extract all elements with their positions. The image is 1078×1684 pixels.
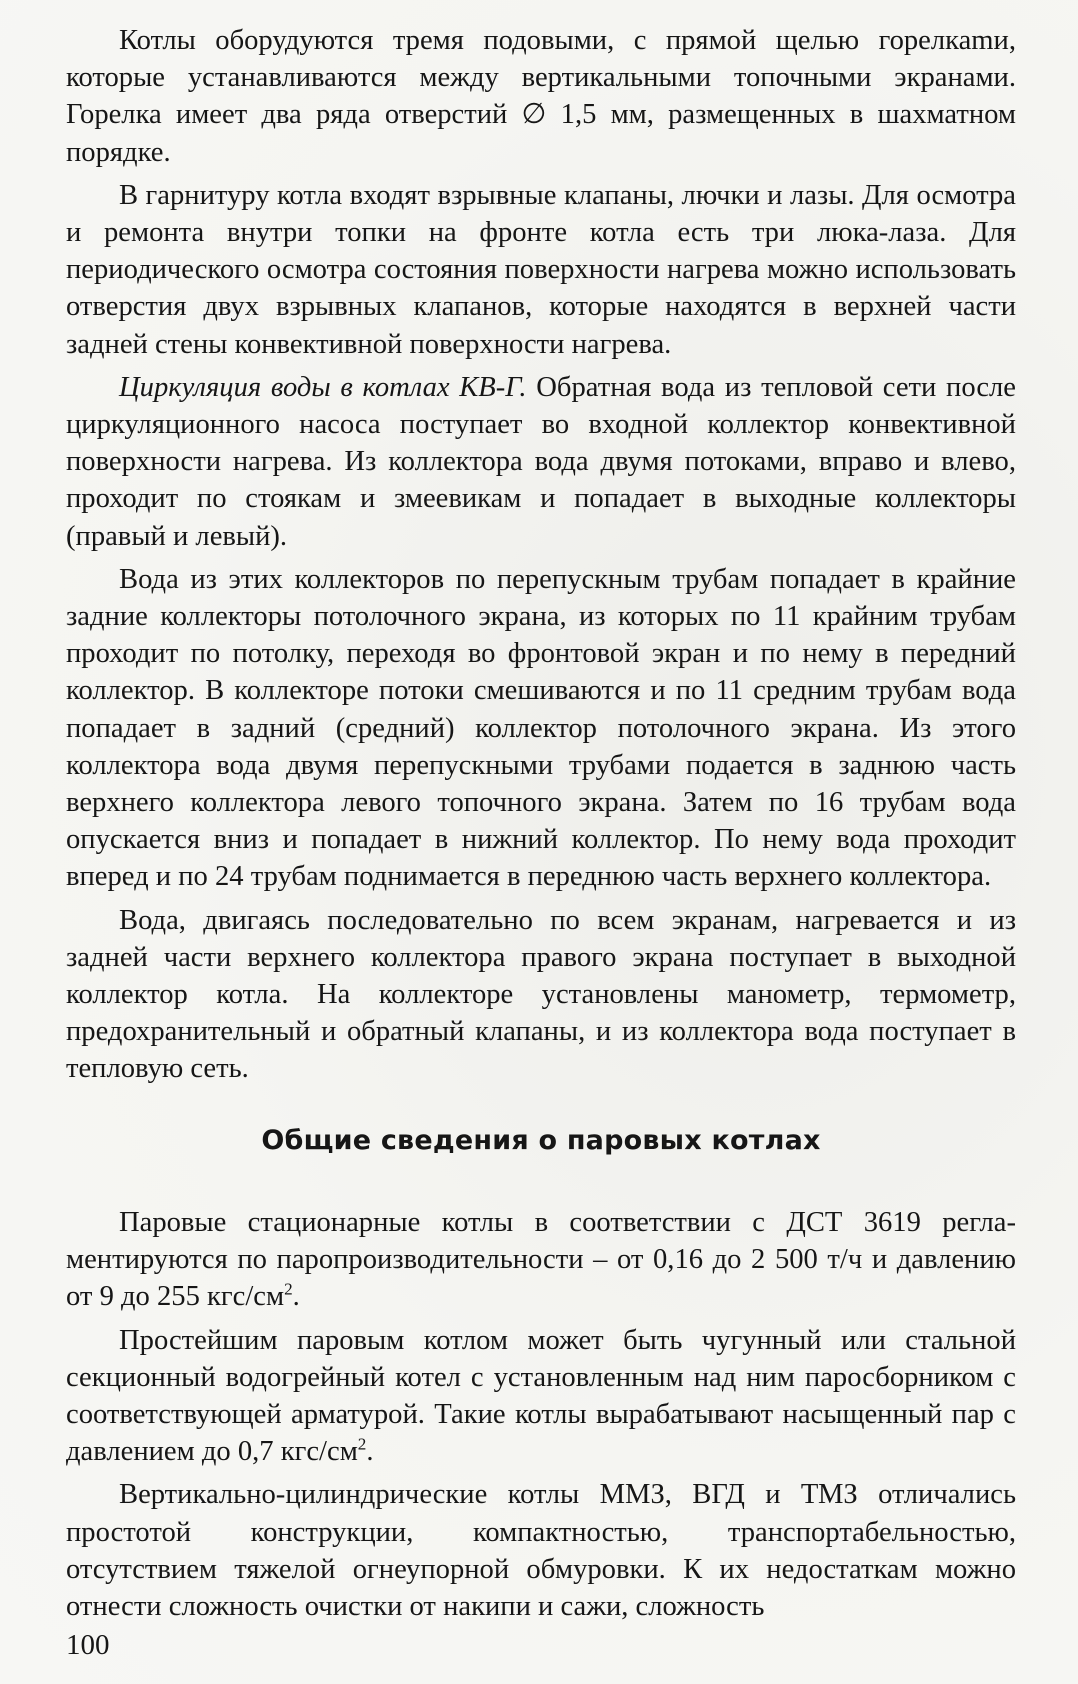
paragraph-simple-boiler [66,1322,1016,1471]
paragraph-text: Простейшим паровым котлом может быть чугунный или стальной секционный водогрейный котел с установленным над ним паросборником с соответствующей арматурой. Такие котлы вырабатывают насыщенный пар с давлением до 0,7 кгс/см [66,1324,1016,1468]
paragraph-text: В гарнитуру котла входят взрывные клапаны, лючки и лазы. Для осмотра и ремонта внутри топки на фронте котла есть три люка-лаза. Для периодического осмотра состояния поверхности нагрева можно использовать отверстия двух взрывных клапанов, которые находятся в верхней части задней стены конвективной поверхности нагрева. [66,179,1016,360]
paragraph-circulation [66,369,1016,555]
body-text-bottom [66,1204,1016,1625]
paragraph-tail: . [292,1281,300,1313]
paragraph-text: Обратная вода из тепловой сети после циркуляционного насоса поступает во входной коллектор конвективной поверхности нагрева. Из коллектора вода двумя потоками, вправо и влево, проходит по стоякам и змеевикам и попадает в выходные коллекторы (правый и левый). [66,371,1016,552]
paragraph-text: Вода из этих коллекторов по перепускным трубам попадает в крайние задние коллекторы потолочного экрана, из которых по 11 крайним трубам проходит по потолку, переходя во фронтовой экран и по нему в передний коллектор. В коллекторе потоки смешиваются и по 11 средним трубам вода попадает в задний (средний) коллектор потолочного экрана. Из этого коллектора вода двумя перепускными трубами подается в заднюю часть верхнего коллектора левого топочного экрана. Затем по 16 трубам вода опускается вниз и попадает в нижний коллектор. По нему вода проходит вперед и по 24 трубам поднимается в переднюю часть верхнего коллектора. [66,563,1016,893]
page-number: 100 [66,1629,110,1661]
paragraph-text: Паровые стационарные котлы в соответствии с ДСТ 3619 регламентируются по паропроизводительности – от 0,16 до 2 500 т/ч и давлению от 9 до 255 кгс/см [66,1207,1016,1313]
body-text-top [66,22,1016,1088]
paragraph-text: Котлы оборудуются тремя подовыми, с прямой щелью горелкаmи, которые устанавливаются между вертикальными топочными экранами. Горелка имеет два ряда отверстий ∅ 1,5 мм, размещенных в шахматном порядке. [66,25,1016,168]
paragraph-collectors [66,561,1016,896]
paragraph-tail: . [366,1436,374,1468]
superscript: 2 [357,1434,367,1454]
paragraph-vertical-boilers [66,1476,1016,1625]
section-heading: Общие сведения о паровых котлах [261,1125,821,1156]
paragraph-burners [66,22,1016,171]
superscript: 2 [284,1279,293,1299]
paragraph-fittings [66,177,1016,363]
paragraph-text: Вертикально-цилиндрические котлы ММЗ, ВГД и ТМЗ отличались простотой конструкции, компактностью, транспортабельностью, отсутствием тяжелой огнеупорной обмуровки. К их недостаткам можно отнести сложность очистки от накипи и сажи, сложность [66,1479,1016,1623]
paragraph-text: Вода, двигаясь последовательно по всем экранам, нагревается и из задней части верхнего коллектора правого экрана поступает в выходной коллектор котла. На коллекторе установлены манометр, термометр, предохранительный и обратный клапаны, и из коллектора вода поступает в тепловую сеть. [66,904,1016,1085]
paragraph-heating [66,902,1016,1088]
paragraph-lead-italic: Циркуляция воды в котлах КВ-Г. [119,371,527,403]
paragraph-steam-boilers [66,1204,1016,1316]
